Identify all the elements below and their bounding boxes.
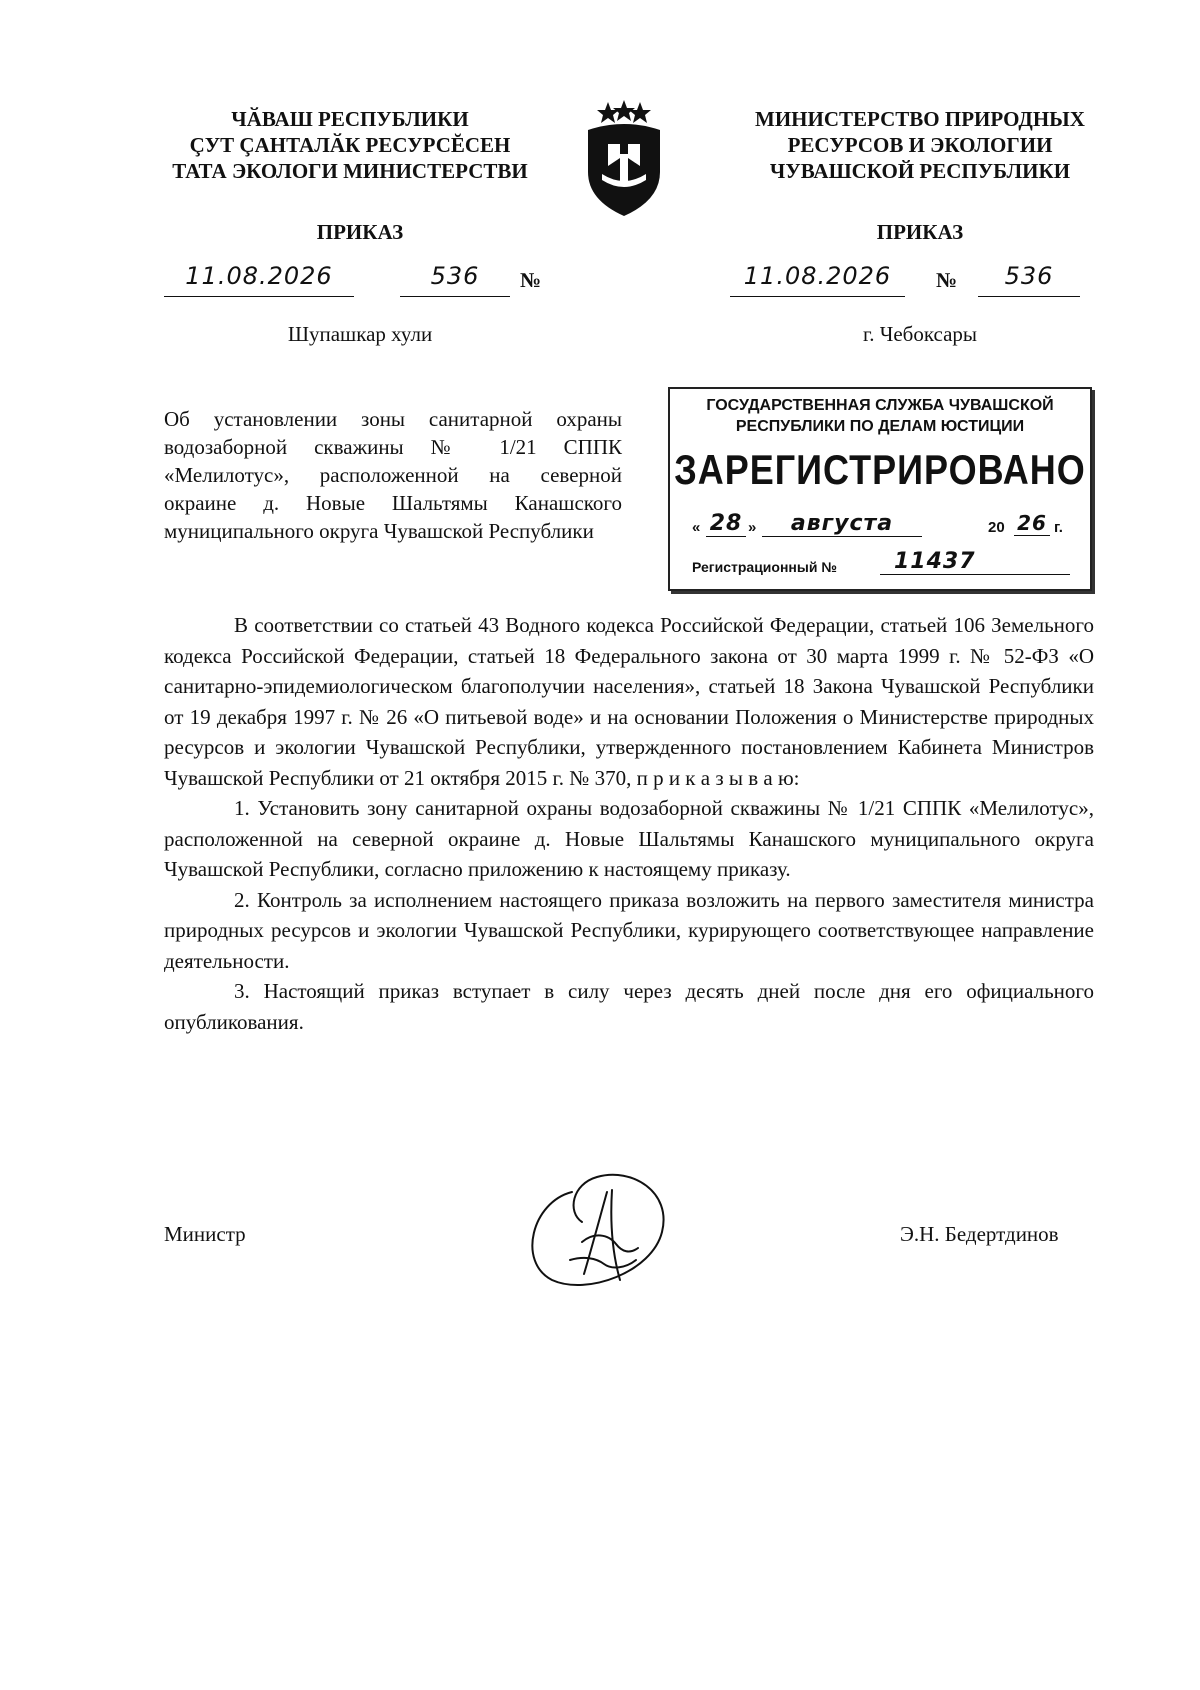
registration-stamp xyxy=(668,387,1092,591)
header-right-line-1: МИНИСТЕРСТВО ПРИРОДНЫХ xyxy=(755,107,1085,131)
order-date-left: 11.08.2026 xyxy=(164,262,354,297)
stamp-year-unit: г. xyxy=(1054,519,1063,536)
order-item-2: 2. Контроль за исполнением настоящего приказа возложить на первого заместителя министра природных ресурсов и экологии Чувашской Республики, курирующего соответствующее направление деятельности. xyxy=(164,887,1094,973)
stamp-date-row xyxy=(692,511,1072,541)
order-item-1: 1. Установить зону санитарной охраны водозаборной скважины № 1/21 СППК «Мелилотус», расположенной на северной окраине д. Новые Шальтямы Канашского муниципального округа Чувашской Республики, согласно приложению к настоящему приказу. xyxy=(164,796,1094,881)
order-number-right: 536 xyxy=(978,262,1080,297)
order-number-left: 536 xyxy=(400,262,510,297)
order-preamble: В соответствии со статьей 43 Водного кодекса Российской Федерации, статьей 106 Земельного кодекса Российской Федерации, статьей 18 Федерального закона от 30 марта 1999 г. № 52-ФЗ «О санитарно-эпидемиологическом благополучии населения», статьей 18 Закона Чувашской Республики от 19 декабря 1997 г. № 26 «О питьевой воде» и на основании Положения о Министерстве природных ресурсов и экологии Чувашской Республики, утвержденного постановлением Кабинета Министров Чувашской Республики от 21 октября 2015 г. № 370, п р и к а з ы в а ю: xyxy=(164,613,1094,790)
chuvash-emblem-icon xyxy=(578,100,670,220)
stamp-service-line-2: РЕСПУБЛИКИ ПО ДЕЛАМ ЮСТИЦИИ xyxy=(735,418,1025,435)
city-left: Шупашкар хули xyxy=(287,322,433,346)
number-sign-left: № xyxy=(520,268,542,292)
header-right-line-3: ЧУВАШСКОЙ РЕСПУБЛИКИ xyxy=(769,159,1071,183)
header-right-line-2: РЕСУРСОВ И ЭКОЛОГИИ xyxy=(787,133,1053,157)
stamp-regno-value: 11437 xyxy=(880,549,1070,575)
stamp-regno-label: Регистрационный № xyxy=(692,559,837,575)
stamp-registered-title: ЗАРЕГИСТРИРОВАНО xyxy=(674,445,1086,493)
number-sign-right: № xyxy=(936,268,958,292)
stamp-quote-close: » xyxy=(748,519,757,536)
signatory-name: Э.Н. Бедертдинов xyxy=(900,1222,1059,1246)
stamp-service-name xyxy=(670,395,1090,437)
order-date-right: 11.08.2026 xyxy=(730,262,905,297)
stamp-year-prefix: 20 xyxy=(988,519,1005,536)
order-title-right: ПРИКАЗ xyxy=(876,220,964,244)
stamp-service-line-1: ГОСУДАРСТВЕННАЯ СЛУЖБА ЧУВАШСКОЙ xyxy=(706,397,1054,414)
order-title-left: ПРИКАЗ xyxy=(316,220,404,244)
stamp-regno-row xyxy=(692,549,1072,579)
stamp-month: августа xyxy=(762,511,922,537)
stamp-year-suffix: 26 xyxy=(1014,511,1050,536)
order-subject: Об установлении зоны санитарной охраны водозаборной скважины № 1/21 СППК «Мелилотус», расположенной на северной окраине д. Новые Шальтямы Канашского муниципального округа Чувашской Республики xyxy=(164,407,622,543)
header-left-line-2: ÇУТ ÇАНТАЛӐК РЕСУРСĔСЕН xyxy=(189,133,511,157)
order-body xyxy=(164,610,1094,1037)
city-right: г. Чебоксары xyxy=(862,322,978,346)
order-item-3: 3. Настоящий приказ вступает в силу через десять дней после дня его официального опубликования. xyxy=(164,979,1094,1034)
handwritten-signature-icon xyxy=(512,1162,682,1302)
header-left-line-3: ТАТА ЭКОЛОГИ МИНИСТЕРСТВИ xyxy=(172,159,528,183)
header-left-line-1: ЧӐВАШ РЕСПУБЛИКИ xyxy=(231,107,469,131)
header-left-ministry-chuvash xyxy=(150,106,550,184)
stamp-quote-open: « xyxy=(692,519,701,536)
signatory-position: Министр xyxy=(164,1222,246,1246)
header-right-ministry-russian xyxy=(720,106,1120,184)
stamp-day: 28 xyxy=(706,511,746,537)
